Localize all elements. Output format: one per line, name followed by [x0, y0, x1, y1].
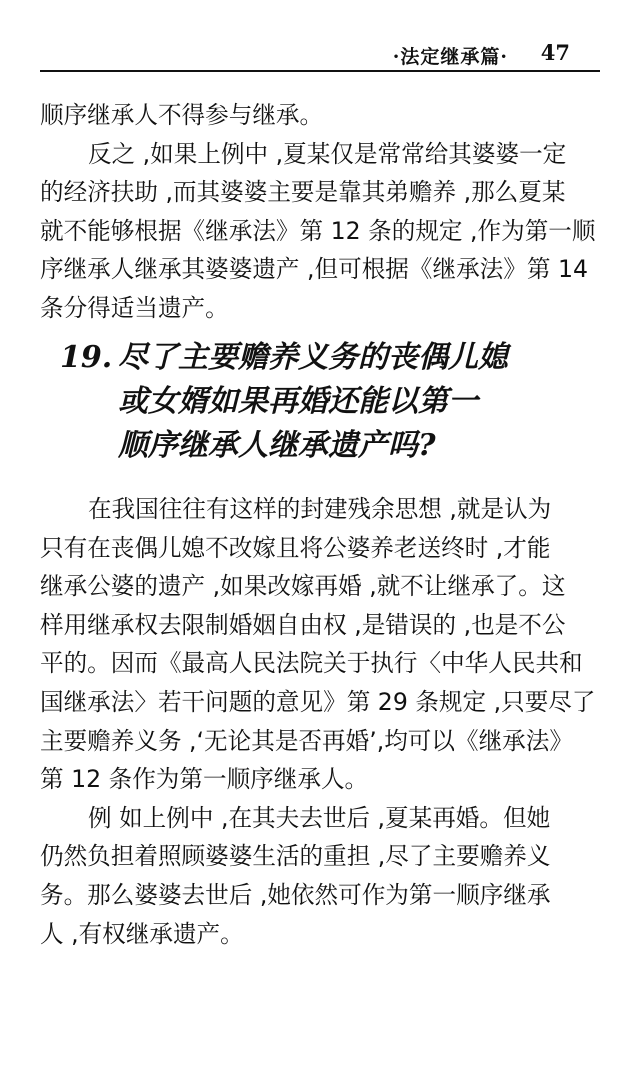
- text-line: 人 ,有权继承遗产。: [40, 919, 244, 948]
- question-heading: [60, 336, 508, 468]
- text-line: 国继承法〉若干问题的意见》第 29 条规定 ,只要尽了: [40, 687, 596, 716]
- text-line: 例 如上例中 ,在其夫去世后 ,夏某再婚。但她: [88, 803, 551, 832]
- text-line: 顺序继承人不得参与继承。: [40, 101, 324, 129]
- page-number: 47: [540, 40, 570, 65]
- text-line: 条分得适当遗产。: [40, 293, 229, 322]
- heading-line: [60, 336, 508, 380]
- text-line: 务。那么婆婆去世后 ,她依然可作为第一顺序继承: [40, 880, 551, 909]
- running-header: [40, 38, 600, 72]
- heading-number: 19.: [60, 340, 113, 375]
- text-line: 反之 ,如果上例中 ,夏某仅是常常给其婆婆一定: [88, 139, 567, 168]
- text-line: 继承公婆的遗产 ,如果改嫁再婚 ,就不让继承了。这: [40, 572, 566, 601]
- heading-line: 顺序继承人继承遗产吗?: [118, 428, 436, 463]
- text-line: 第 12 条作为第一顺序继承人。: [40, 765, 369, 794]
- text-line: 样用继承权去限制婚姻自由权 ,是错误的 ,也是不公: [40, 610, 566, 639]
- text-line: 在我国往往有这样的封建残余思想 ,就是认为: [88, 495, 552, 523]
- text-line: 平的。因而《最高人民法院关于执行〈中华人民共和: [40, 649, 583, 678]
- text-line: 只有在丧偶儿媳不改嫁且将公婆养老送终时 ,才能: [40, 533, 551, 562]
- text-line: 序继承人继承其婆婆遗产 ,但可根据《继承法》第 14: [40, 255, 588, 284]
- text-line: 主要赡养义务 ,‘无论其是否再婚’,均可以《继承法》: [40, 726, 573, 755]
- header-rule: [40, 70, 600, 72]
- paragraph-block-2: [40, 490, 600, 953]
- text-line: 仍然负担着照顾婆婆生活的重担 ,尽了主要赡养义: [40, 842, 551, 871]
- text-line: 就不能够根据《继承法》第 12 条的规定 ,作为第一顺: [40, 216, 596, 245]
- paragraph-block-1: [40, 96, 600, 328]
- heading-text: 尽了主要赡养义务的丧偶儿媳: [118, 340, 508, 375]
- text-line: 的经济扶助 ,而其婆婆主要是靠其弟赡养 ,那么夏某: [40, 178, 566, 207]
- section-title: ·法定继承篇·: [393, 42, 508, 72]
- heading-line: 或女婿如果再婚还能以第一: [118, 384, 478, 419]
